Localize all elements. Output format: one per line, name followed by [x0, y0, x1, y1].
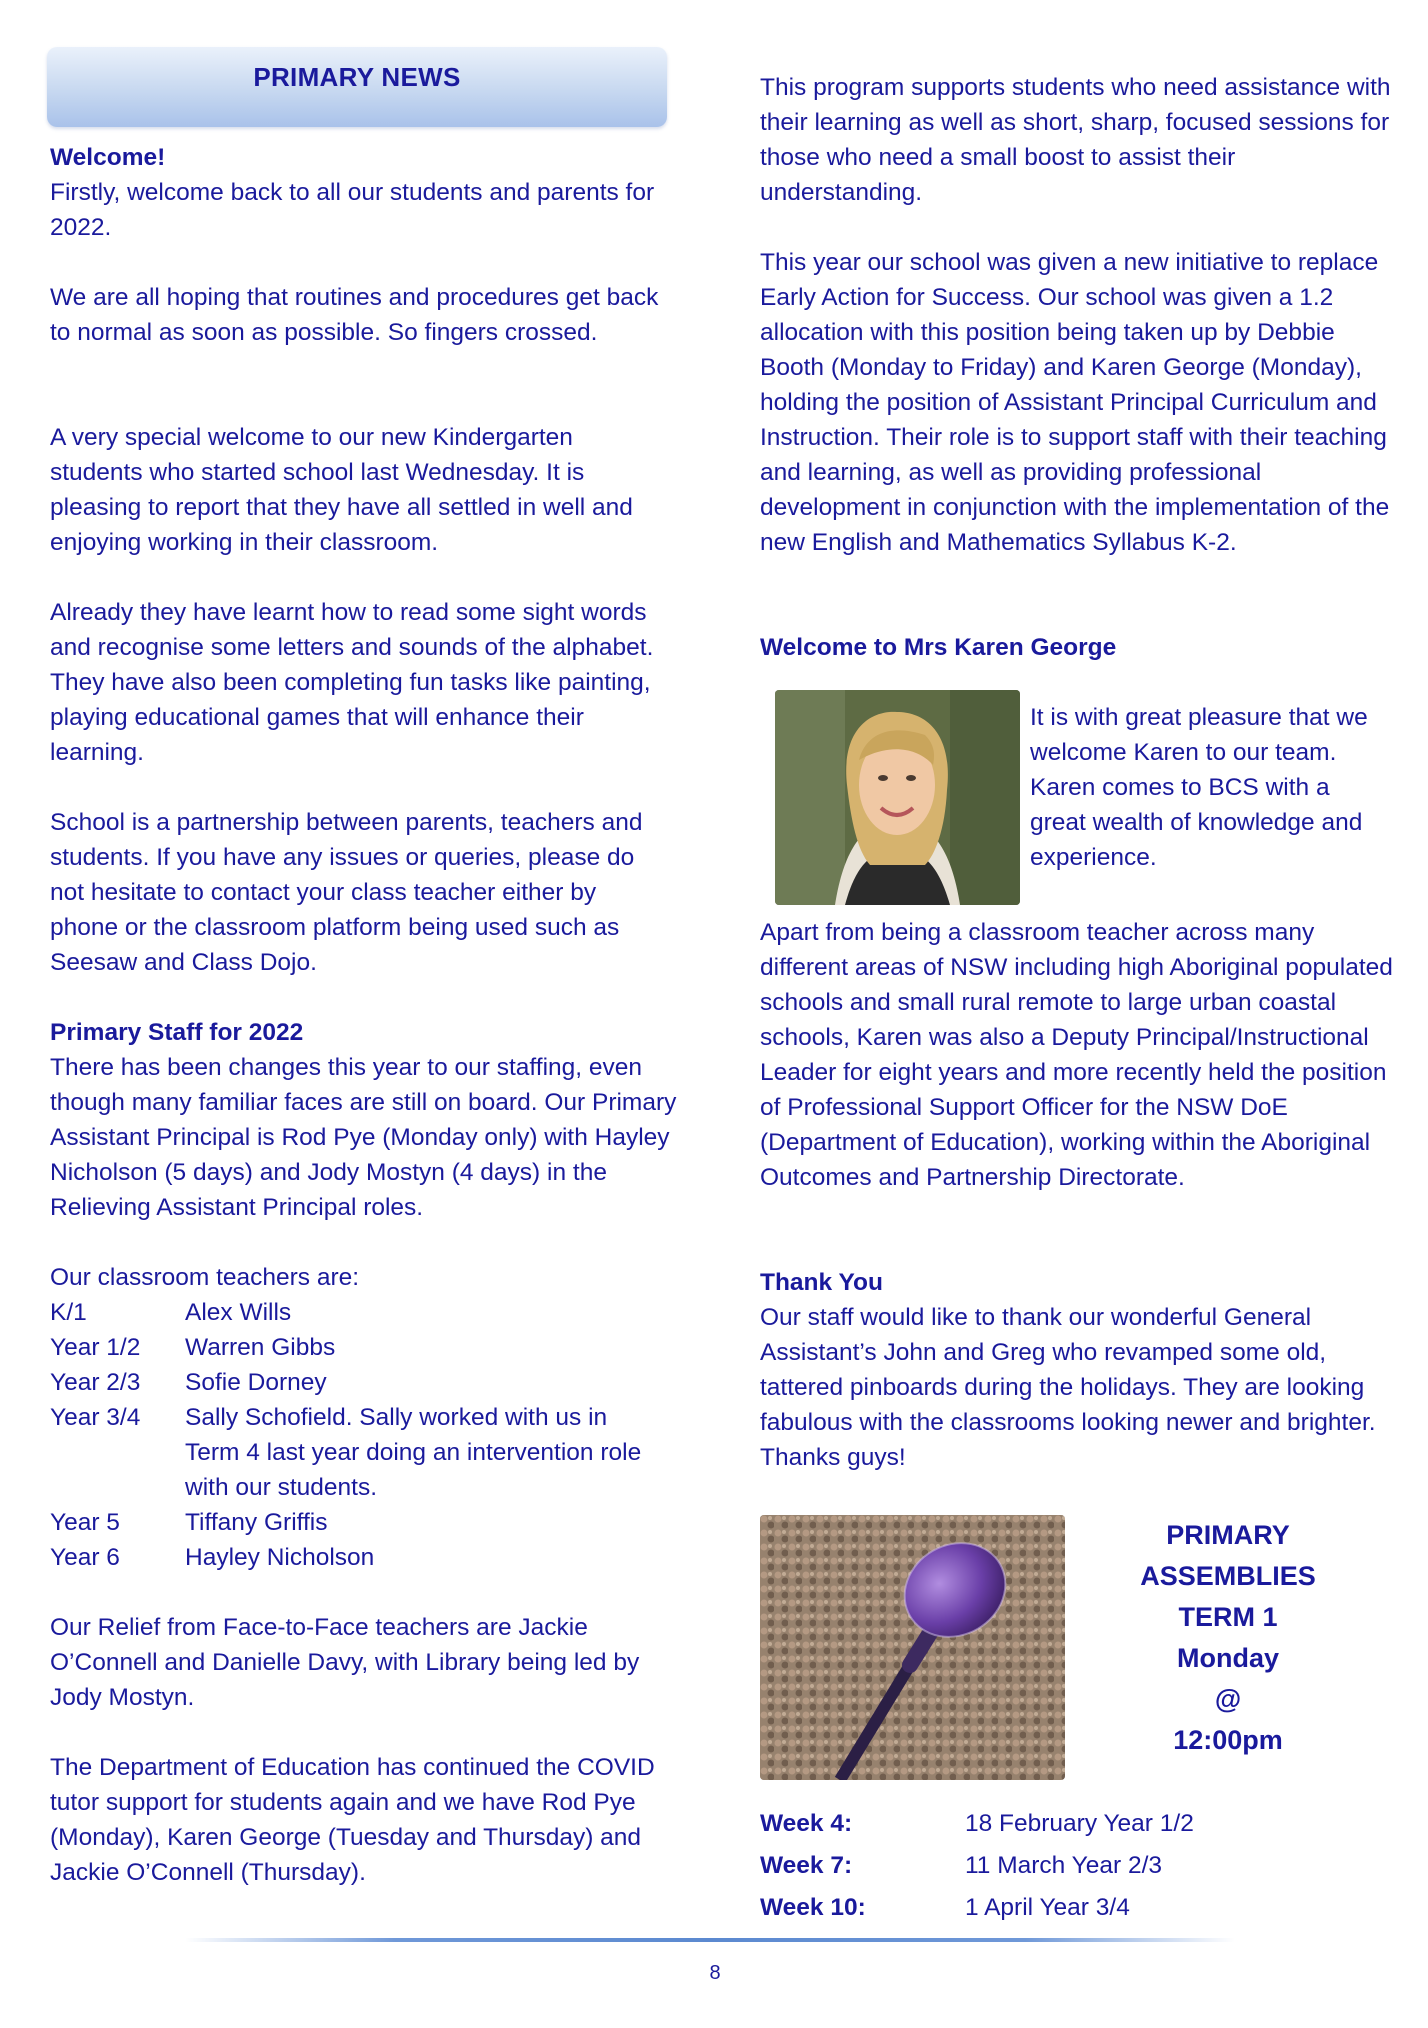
- assembly-title: [1118, 1515, 1338, 1761]
- assembly-week: Week 4:: [760, 1810, 853, 1837]
- teacher-year: Year 3/4: [50, 1404, 141, 1431]
- welcome-paragraph-4: Already they have learnt how to read some sight words and recognise some letters and sounds of the alphabet. They have also been completing fun tasks like painting, playing educational games that will enhance their learning.: [50, 599, 654, 766]
- welcome-paragraph-2: We are all hoping that routines and procedures get back to normal as soon as possible. So fingers crossed.: [50, 284, 659, 346]
- section-title: PRIMARY NEWS: [253, 62, 461, 92]
- footer-divider: [185, 1938, 1235, 1942]
- karen-george-photo: [775, 690, 1020, 905]
- assembly-detail: 11 March Year 2/3: [965, 1852, 1163, 1879]
- assembly-week: Week 7:: [760, 1852, 853, 1879]
- portrait-illustration: [775, 690, 1020, 905]
- assembly-title-line: TERM 1: [1178, 1602, 1278, 1632]
- teacher-year: Year 1/2: [50, 1334, 141, 1361]
- thanks-heading: Thank You: [760, 1269, 883, 1296]
- assembly-title-line: PRIMARY: [1166, 1520, 1290, 1550]
- teacher-year: K/1: [50, 1299, 87, 1326]
- karen-paragraph: Apart from being a classroom teacher across many different areas of NSW including high Aboriginal populated schools and small rural remote to large urban coastal schools, Karen was also a Deputy Principal/Instructional Leader for eight years and more recently held the position of Professional Support Officer for the NSW DoE (Department of Education), working within the Aboriginal Outcomes and Partnership Directorate.: [760, 919, 1393, 1191]
- karen-intro: It is with great pleasure that we welcome Karen to our team. Karen comes to BCS with a great wealth of knowledge and experience.: [1030, 704, 1368, 871]
- welcome-paragraph-3: A very special welcome to our new Kindergarten students who started school last Wednesday. It is pleasing to report that they have all settled in well and enjoying working in their classroom.: [50, 424, 633, 556]
- assembly-detail: 18 February Year 1/2: [965, 1810, 1194, 1837]
- staff-paragraph: There has been changes this year to our staffing, even though many familiar faces are still on board. Our Primary Assistant Principal is Rod Pye (Monday only) with Hayley Nicholson (5 days) and Jody Mostyn (4 days) in the Relieving Assistant Principal roles.: [50, 1054, 677, 1221]
- initiative-paragraph: This year our school was given a new initiative to replace Early Action for Success. Our school was given a 1.2 allocation with this position being taken up by Debbie Booth (Monday to Friday) and Karen George (Monday), holding the position of Assistant Principal Curriculum and Instruction. Their role is to support staff with their teaching and learning, as well as providing professional development in conjunction with the implementation of the new English and Mathematics Syllabus K-2.: [760, 249, 1390, 556]
- assembly-title-line: Monday: [1176, 1643, 1279, 1673]
- teacher-year: Year 2/3: [50, 1369, 141, 1396]
- covid-paragraph: The Department of Education has continued the COVID tutor support for students again and we have Rod Pye (Monday), Karen George (Tuesday and Thursday) and Jackie O’Connell (Thursday).: [50, 1754, 655, 1886]
- teacher-year: Year 6: [50, 1544, 120, 1571]
- assembly-title-line: @: [1214, 1684, 1242, 1714]
- teacher-name: Hayley Nicholson: [185, 1544, 375, 1571]
- welcome-paragraph-1: Firstly, welcome back to all our students and parents for 2022.: [50, 179, 655, 241]
- teacher-year: Year 5: [50, 1509, 120, 1536]
- assembly-title-line: 12:00pm: [1173, 1725, 1283, 1755]
- teacher-name: Warren Gibbs: [185, 1334, 336, 1361]
- welcome-paragraph-5: School is a partnership between parents, teachers and students. If you have any issues or queries, please do not hesitate to contact your class teacher either by phone or the classroom platform being used such as Seesaw and Class Dojo.: [50, 809, 643, 976]
- relief-paragraph: Our Relief from Face-to-Face teachers are Jackie O’Connell and Danielle Davy, with Library being led by Jody Mostyn.: [50, 1614, 640, 1711]
- thanks-paragraph: Our staff would like to thank our wonderful General Assistant’s John and Greg who revamped some old, tattered pinboards during the holidays. They are looking fabulous with the classrooms looking newer and brighter. Thanks guys!: [760, 1304, 1376, 1471]
- teacher-name: Sofie Dorney: [185, 1369, 327, 1396]
- welcome-heading: Welcome!: [50, 144, 166, 171]
- teachers-intro: Our classroom teachers are:: [50, 1264, 360, 1291]
- teacher-name: Alex Wills: [185, 1299, 292, 1326]
- assembly-detail: 1 April Year 3/4: [965, 1894, 1130, 1921]
- staff-heading: Primary Staff for 2022: [50, 1019, 304, 1046]
- assembly-title-line: ASSEMBLIES: [1140, 1561, 1316, 1591]
- assembly-week: Week 10:: [760, 1894, 866, 1921]
- assembly-microphone-photo: [760, 1515, 1065, 1780]
- program-paragraph: This program supports students who need assistance with their learning as well as short, sharp, focused sessions for those who need a small boost to assist their understanding.: [760, 74, 1391, 206]
- teacher-name: Tiffany Griffis: [185, 1509, 328, 1536]
- microphone-illustration: [760, 1515, 1065, 1780]
- page-number: 8: [709, 1962, 721, 1984]
- teacher-name: Sally Schofield. Sally worked with us in Term 4 last year doing an intervention role with our students.: [185, 1404, 642, 1501]
- karen-heading: Welcome to Mrs Karen George: [760, 634, 1117, 661]
